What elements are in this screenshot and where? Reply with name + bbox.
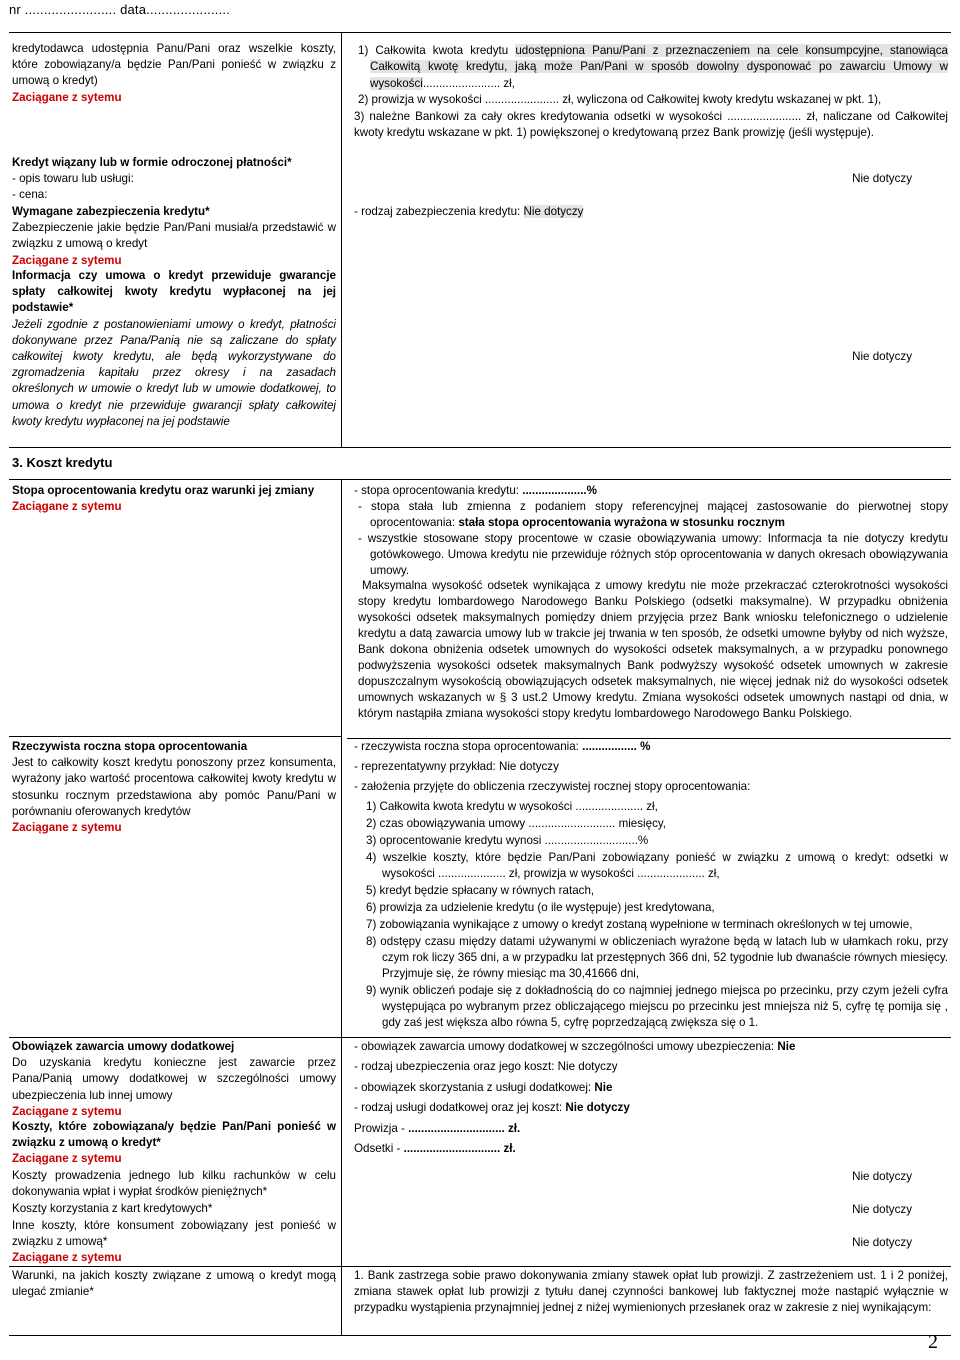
row-costs: Koszty, które zobowiązana/y będzie Pan/Pani ponieść w związku z umową o kredyt* Zaciągane z sytemu [12,1119,336,1168]
document-number-date: nr ........................ data...................... [9,2,231,17]
row-additional-contract: Obowiązek zawarcia umowy dodatkowej Do uzyskania kredytu konieczne jest zawarcie przez Pana/Panią umowy dodatkowej w szczególności umowy ubezpieczenia lub innej umowy Zaciągane z sytemu [12,1039,336,1120]
row-total-cost-left: kredytodawca udostępnia Panu/Pani oraz wszelkie koszty, które zobowiązany/a będzie Pan/Pani ponieść w związku z umową o kredyt) Zaciągane z sytemu [12,41,336,106]
collateral-value: - rodzaj zabezpieczenia kredytu: Nie dotyczy [354,205,584,218]
divider [9,736,341,737]
divider [9,1037,951,1038]
row-guarantee: Informacja czy umowa o kredyt przewiduje gwarancje spłaty całkowitej kwoty kredytu wypłaconej na jej podstawie* Jeżeli zgodnie z postanowieniami umowy o kredyt, płatności dokonywane przez Pana/Panią nie są zaliczane do spłaty całkowitej kwoty kredytu, ale będą wykorzystywane do zgromadzenia kapitału przez okresy i na zasadach określonych w umowie o kredyt lub w umowie dodatkowej, to umowa o kredyt nie przewiduje gwarancji spłaty całkowitej kwoty kredytu wypłaconej na jej podstawie [12,269,336,428]
other-costs-value: Nie dotyczy [852,1236,912,1249]
apr-assumption-item: 4) wszelkie koszty, które będzie Pan/Pani zobowiązany ponieść w związku z umową o kredyt: odsetki w wysokości ..................... zł, prowizja w wysokości ..................... zł, [366,851,948,880]
row-other-costs: Inne koszty, które konsument zobowiązany jest ponieść w związku z umową* Zaciągane z sytemu [12,1218,336,1267]
apr-assumptions-list [354,799,948,1031]
row-total-cost-right: 1) Całkowita kwota kredytu udostępniona Panu/Pani z przeznaczeniem na cele konsumpcyjne, stanowiąca Całkowitą kwotę kredytu, jaką może Pan/Pani w sposób dowolny dysponować po zawarciu Umowy w wysokości........................ zł, 2) prowizja w wysokości ....................... zł, wyliczona od Całkowitej kwoty kredytu wskazanej w pkt. 1), 3) należne Bankowi za cały okres kredytowania odsetki w wysokości ....................... zł, naliczane od Całkowitej kwoty kredytu wskazane w pkt. 1) powiększonej o kredytowaną przez Bank prowizję (jeśli występuje). [354,44,948,140]
interest-rate-details: - stopa oprocentowania kredytu: ....................% - stopa stała lub zmienna z podaniem stopy referencyjnej mającej zastosowanie do pierwotnej stopy oprocentowania: stała stopa oprocentowania wyrażona w stosunku rocznym - wszystkie stosowane stopy procentowe w czasie obowiązywania umowy: Informacja ta nie dotyczy kredytu gotówkowego. Umowa kredytu nie przewiduje różnych stóp oprocentowania w danych okresach obowiązywania umowy. Maksymalna wysokość odsetek wynikająca z umowy kredytu nie może przekraczać czterokrotności wysokości stopy kredytu lombardowego Narodowego Banku Polskiego (odsetki maksymalne). W przypadku obniżenia wysokości odsetek maksymalnych pomiędzy dniem przyjęcia przez Bank wniosku telefonicznego o udzielenie kredytu a datą zawarcia umowy lub w trakcie jej trwania w ten sposób, że odsetki umowne byłyby od nich wyższe, Bank dokona obniżenia odsetek umownych do wysokości odsetek maksymalnych, a w przypadku ponownego podwyższenia wysokości odsetek maksymalnych Bank podwyższy wysokość odsetek umownych w zakresie dopuszczalnym wysokością obowiązujących odsetek maksymalnych, nie więcej jednak niż do wysokości odsetek umownych wskazanych w § 3 ust.2 Umowy kredytu. Zmiana wysokości odsetek umownych nastąpi od dnia, w którym nastąpiła zmiana wysokości stopy kredytu lombardowego Narodowego Banku Polskiego. [354,484,948,720]
row-account-costs: Koszty prowadzenia jednego lub kilku rachunków w celu dokonywania wpłat i wypłat środków pieniężnych* [12,1169,336,1199]
system-note: Zaciągane z sytemu [12,500,122,514]
apr-assumption-item: 2) czas obowiązywania umowy ........................... miesięcy, [366,817,667,830]
apr-assumption-item: 8) odstępy czasu między datami używanymi w obliczeniach wyrażone będą w latach lub w ułamkach roku, przy czym rok liczy 365 dni, a w przypadku lat przestępnych 366 dni, 52 tygodnie lub dwanaście równych miesięcy. Przyjmuje się, że równy miesiąc ma 30,41666 dni, [366,935,948,980]
tied-credit-value: Nie dotyczy [852,172,912,185]
card-costs-value: Nie dotyczy [852,1203,912,1216]
apr-assumption-item: 1) Całkowita kwota kredytu w wysokości ..................... zł, [366,800,658,813]
system-note: Zaciągane z sytemu [12,1251,122,1265]
row-apr: Rzeczywista roczna stopa oprocentowania Jest to całkowity koszt kredytu ponoszony przez konsumenta, wyrażony jako wartość procentowa całkowitej kwoty kredytu w stosunku rocznym przedstawiona aby pomóc Panu/Pani w porównaniu oferowanych kredytów Zaciągane z sytemu [12,739,336,836]
system-note: Zaciągane z sytemu [12,821,122,835]
additional-contract-details: - obowiązek zawarcia umowy dodatkowej w szczególności umowy ubezpieczenia: Nie - rodzaj ubezpieczenia oraz jego koszt: Nie dotyczy - obowiązek skorzystania z usługi dodatkowej: Nie - rodzaj usługi dodatkowej oraz jej koszt: Nie dotyczy [354,1040,796,1115]
apr-assumption-item: 5) kredyt będzie spłacany w równych ratach, [366,884,595,897]
row-collateral: Wymagane zabezpieczenia kredytu* Zabezpieczenie jakie będzie Pan/Pani musiał/a przedstawić w związku z umową o kredyt Zaciągane z sytemu [12,204,336,269]
row-tied-credit: Kredyt wiązany lub w formie odroczonej płatności* - opis towaru lub usługi: - cena: [12,156,292,202]
system-note: Zaciągane z sytemu [12,1104,122,1118]
page-number: 2 [928,1331,938,1353]
apr-assumption-item: 9) wynik obliczeń podaje się z dokładnością do co najmniej jednego miejsca po przecinku, przy czym jeżeli cyfra występująca po wybranym przez obliczającego miejscu po przecinku jest mniejsza niż 5, cyfrę tę pomija się , gdy zaś jest większa albo równa 5, cyfrę poprzedzającą zwiększa się o 1. [366,984,948,1029]
row-card-costs: Koszty korzystania z kart kredytowych* [12,1202,213,1215]
divider [9,32,951,33]
costs-details: Prowizja - .............................. zł. Odsetki - .............................. zł. [354,1122,521,1155]
system-note: Zaciągane z sytemu [12,1152,122,1166]
system-note: Zaciągane z sytemu [12,90,122,104]
account-costs-value: Nie dotyczy [852,1170,912,1183]
guarantee-value: Nie dotyczy [852,350,912,363]
divider [9,447,951,448]
system-note: Zaciągane z sytemu [12,253,122,267]
cost-change-conditions-text: 1. Bank zastrzega sobie prawo dokonywania zmiany stawek opłat lub prowizji. Z zastrzeżeniem ust. 1 i 2 poniżej, zmiana stawek opłat lub prowizji z tytułu danej czynności bankowej lub faktycznej może nastąpić wyłącznie w przypadku wystąpienia przynajmniej jednej z niżej wymienionych przesłanek oraz w zakresie z niej wynikającym: [354,1269,948,1315]
divider [9,1335,951,1336]
row-cost-change-conditions: Warunki, na jakich koszty związane z umową o kredyt mogą ulegać zmianie* [12,1269,336,1299]
row-interest-rate: Stopa oprocentowania kredytu oraz warunki jej zmiany Zaciągane z sytemu [12,483,336,515]
apr-assumption-item: 3) oprocentowanie kredytu wynosi .............................% [366,834,649,847]
apr-assumption-item: 7) zobowiązania wynikające z umowy o kredyt zostaną wypełnione w terminach określonych w tej umowie, [366,918,913,931]
section-title: 3. Koszt kredytu [12,455,113,470]
column-divider [341,479,342,1335]
apr-assumption-item: 6) prowizja za udzielenie kredytu (o ile występuje) jest kredytowana, [366,901,715,914]
apr-details: - rzeczywista roczna stopa oprocentowania: ................. % - reprezentatywny przykład: Nie dotyczy - założenia przyjęte do obliczenia rzeczywistej rocznej stopy oprocentowania: 1) Całkowita kwota kredytu w wysokości ..................... zł, 2) czas obowiązywania umowy ........................... miesięcy, 3) oprocentowanie kredytu wynosi .............................% 4) wszelkie koszty, które będzie Pan/Pani zobowiązany ponieść w związku z umową o kredyt: odsetki w wysokości ..................... zł, prowizja w wysokości ..................... zł, 5) kredyt będzie spłacany w równych ratach, 6) prowizja za udzielenie kredytu (o ile występuje) jest kredytowana, 7) zobowiązania wynikające z umowy o kredyt zostaną wypełnione w terminach określonych w tej umowie, 8) odstępy czasu między datami używanymi w obliczeniach wyrażone będą w latach lub w ułamkach roku, przy czym rok liczy 365 dni, a w przypadku lat przestępnych 366 dni, 52 tygodnie lub dwanaście równych miesięcy. Przyjmuje się, że równy miesiąc ma 30,41666 dni, 9) wynik obliczeń podaje się z dokładnością do co najmniej jednego miejsca po przecinku, przy czym jeżeli cyfra występująca po wybranym przez obliczającego miejscu po przecinku jest mniejsza niż 5, cyfrę tę pomija się , gdy zaś jest większa albo równa 5, cyfrę poprzedzającą zwiększa się o 1. [354,740,948,1029]
column-divider [341,32,342,447]
divider [9,479,951,480]
